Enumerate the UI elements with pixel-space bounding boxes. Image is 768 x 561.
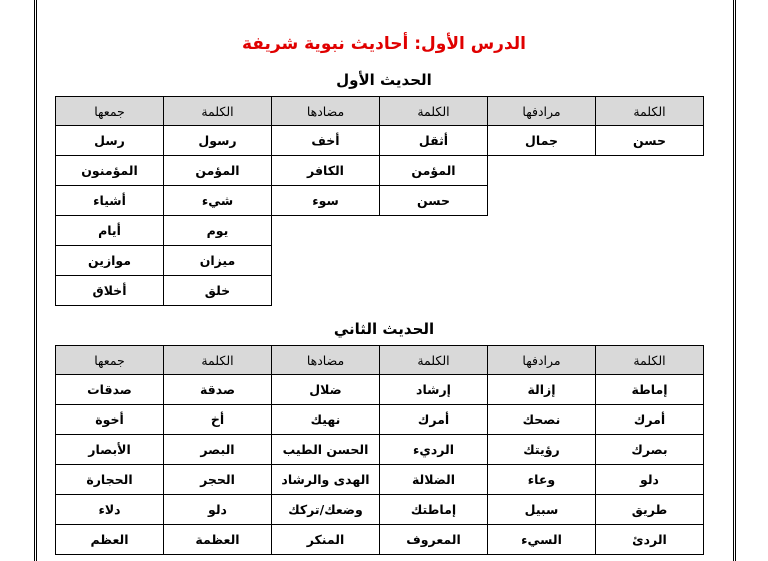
- column-header: مضادها: [272, 97, 380, 126]
- empty-cell: [488, 216, 596, 246]
- table-cell: أيام: [56, 216, 164, 246]
- table-cell: دلاء: [56, 495, 164, 525]
- empty-cell: [488, 246, 596, 276]
- table-cell: أخوة: [56, 405, 164, 435]
- table-row: [56, 405, 704, 435]
- table-cell: العظمة: [164, 525, 272, 555]
- hadith1-vocabulary-table: [55, 96, 704, 306]
- table-cell: إزالة: [488, 375, 596, 405]
- table-cell: طريق: [596, 495, 704, 525]
- table-cell: بصرك: [596, 435, 704, 465]
- table-cell: إرشاد: [380, 375, 488, 405]
- table-cell: دلو: [164, 495, 272, 525]
- table-cell: العظم: [56, 525, 164, 555]
- hadith2-heading: الحديث الثاني: [333, 320, 435, 338]
- table-cell: إماطة: [596, 375, 704, 405]
- table-cell: رسول: [164, 126, 272, 156]
- empty-cell: [272, 246, 380, 276]
- empty-cell: [488, 186, 596, 216]
- table-cell: حسن: [380, 186, 488, 216]
- table-cell: الحجر: [164, 465, 272, 495]
- column-header: الكلمة: [596, 97, 704, 126]
- table-row: [56, 186, 704, 216]
- column-header: جمعها: [56, 346, 164, 375]
- table-row: [56, 246, 704, 276]
- column-header: الكلمة: [164, 97, 272, 126]
- table-cell: صدقة: [164, 375, 272, 405]
- table-cell: أمرك: [596, 405, 704, 435]
- empty-cell: [596, 246, 704, 276]
- table-cell: سوء: [272, 186, 380, 216]
- column-header: الكلمة: [380, 346, 488, 375]
- table-cell: أثقل: [380, 126, 488, 156]
- table-row: [56, 495, 704, 525]
- table-row: [56, 126, 704, 156]
- table-cell: خلق: [164, 276, 272, 306]
- table-cell: الرديء: [380, 435, 488, 465]
- table-cell: ضلال: [272, 375, 380, 405]
- table-cell: السيء: [488, 525, 596, 555]
- table-cell: يوم: [164, 216, 272, 246]
- table-cell: الردئ: [596, 525, 704, 555]
- table-row: [56, 216, 704, 246]
- table-cell: إماطتك: [380, 495, 488, 525]
- column-header: مرادفها: [488, 97, 596, 126]
- table-row: [56, 375, 704, 405]
- empty-cell: [380, 246, 488, 276]
- empty-cell: [272, 276, 380, 306]
- table-cell: الحسن الطيب: [272, 435, 380, 465]
- table-cell: نصحك: [488, 405, 596, 435]
- column-header: مرادفها: [488, 346, 596, 375]
- table-row: [56, 435, 704, 465]
- table-cell: المؤمن: [380, 156, 488, 186]
- table-cell: الهدى والرشاد: [272, 465, 380, 495]
- table-cell: سبيل: [488, 495, 596, 525]
- table-cell: المعروف: [380, 525, 488, 555]
- empty-cell: [380, 276, 488, 306]
- empty-cell: [596, 156, 704, 186]
- page-title: الدرس الأول: أحاديث نبوية شريفة: [241, 34, 526, 54]
- table-cell: أمرك: [380, 405, 488, 435]
- table-header-row: [56, 346, 704, 375]
- table-cell: وعاء: [488, 465, 596, 495]
- table-cell: الكافر: [272, 156, 380, 186]
- table-cell: دلو: [596, 465, 704, 495]
- column-header: الكلمة: [164, 346, 272, 375]
- column-header: مضادها: [272, 346, 380, 375]
- table-row: [56, 276, 704, 306]
- hadith2-vocabulary-table: [55, 345, 704, 555]
- table-cell: نهيك: [272, 405, 380, 435]
- table-cell: أخ: [164, 405, 272, 435]
- table-row: [56, 525, 704, 555]
- empty-cell: [380, 216, 488, 246]
- hadith1-heading: الحديث الأول: [336, 71, 432, 89]
- table-cell: ميزان: [164, 246, 272, 276]
- table-cell: رؤيتك: [488, 435, 596, 465]
- empty-cell: [596, 276, 704, 306]
- column-header: الكلمة: [596, 346, 704, 375]
- table-cell: المؤمنون: [56, 156, 164, 186]
- empty-cell: [596, 216, 704, 246]
- table-cell: الأبصار: [56, 435, 164, 465]
- table-header-row: [56, 97, 704, 126]
- table-cell: المنكر: [272, 525, 380, 555]
- empty-cell: [272, 216, 380, 246]
- empty-cell: [488, 156, 596, 186]
- table-cell: جمال: [488, 126, 596, 156]
- table-cell: البصر: [164, 435, 272, 465]
- table-row: [56, 465, 704, 495]
- table-cell: موازين: [56, 246, 164, 276]
- table-cell: وضعك/تركك: [272, 495, 380, 525]
- table-cell: أخلاق: [56, 276, 164, 306]
- table-cell: أشياء: [56, 186, 164, 216]
- table-cell: الضلالة: [380, 465, 488, 495]
- empty-cell: [488, 276, 596, 306]
- column-header: الكلمة: [380, 97, 488, 126]
- table-cell: الحجارة: [56, 465, 164, 495]
- table-cell: شيء: [164, 186, 272, 216]
- table-cell: حسن: [596, 126, 704, 156]
- table-cell: المؤمن: [164, 156, 272, 186]
- column-header: جمعها: [56, 97, 164, 126]
- table-cell: رسل: [56, 126, 164, 156]
- table-cell: صدقات: [56, 375, 164, 405]
- table-row: [56, 156, 704, 186]
- table-cell: أخف: [272, 126, 380, 156]
- empty-cell: [596, 186, 704, 216]
